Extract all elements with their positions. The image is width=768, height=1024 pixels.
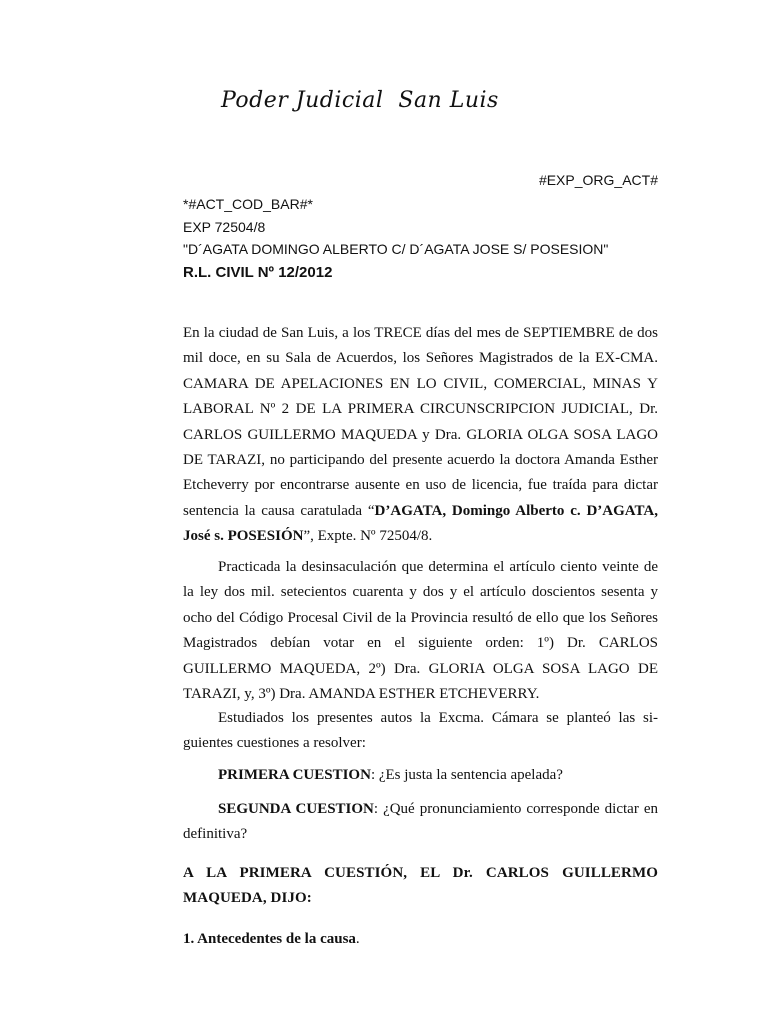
second-question-text: : ¿Qué pronunciamiento corresponde dictar en definitiva? [183, 801, 659, 843]
first-question-text: : ¿Es justa la sentencia apelada? [370, 767, 563, 783]
exp-org-act-code: #EXP_ORG_ACT# [538, 172, 658, 188]
questions-intro-text: Estudiados los presentes autos la Excma. Cámara se planteó las si-guientes cuestiones a resolver: [183, 710, 658, 752]
resolution-number: R.L. CIVIL Nº 12/2012 [183, 264, 333, 281]
opening-text: En la ciudad de San Luis, a los TRECE días del mes de SEPTIEMBRE de dos mil doce, en su Sala de Acuerdos, los Señores Magistrados de la EX-CMA. CAMARA DE APELACIONES EN LO CIVIL, COMERCIAL, MINAS Y LABORAL Nº 2 DE LA PRIMERA CIRCUNSCRIPCION JUDICIAL, Dr. CARLOS GUILLERMO MAQUEDA y Dra. GLORIA OLGA SOSA LAGO DE TARAZI, no participando del presente acuerdo la doctora Amanda Esther Etcheverry por encontrarse ausente en uso de licencia, fue traída para dictar sentencia la causa caratulada “ [183, 325, 658, 519]
draw-paragraph [183, 555, 658, 707]
draw-text: Practicada la desinsaculación que determina el artículo ciento veinte de la ley dos mil. setecientos cuarenta y dos y el artículo doscientos sesenta y ocho del Código Procesal Civil de la Provincia resultó de ello que los Señores Magistrados debían votar en el siguiente orden: 1º) Dr. CARLOS GUILLERMO MAQUEDA, 2º) Dra. GLORIA OLGA SOSA LAGO DE TARAZI, y, 3º) Dra. AMANDA ESTHER ETCHEVERRY. [183, 559, 658, 703]
expediente-number: EXP 72504/8 [183, 218, 266, 235]
section-heading-bold: 1. Antecedentes de la causa [183, 931, 356, 947]
act-cod-bar: *#ACT_COD_BAR#* [183, 196, 313, 212]
first-question-heading [183, 861, 658, 912]
case-caption: "D´AGATA DOMINGO ALBERTO C/ D´AGATA JOSE S/ POSESION" [183, 241, 609, 257]
case-title-bold: D’AGATA, Domingo Alberto c. D’AGATA, José s. POSESIÓN [183, 502, 658, 545]
first-question-heading-text: A LA PRIMERA CUESTIÓN, EL Dr. CARLOS GUILLERMO MAQUEDA, DIJO: [183, 865, 658, 907]
case-meta [183, 193, 608, 261]
second-question [183, 797, 658, 848]
questions-intro-paragraph [183, 706, 658, 757]
second-question-label: SEGUNDA CUESTION [218, 801, 374, 817]
court-letterhead: Poder Judicial San Luis [221, 88, 499, 113]
section-heading-end: . [355, 931, 360, 947]
section-heading [183, 927, 658, 952]
opening-paragraph [183, 321, 658, 550]
first-question-label: PRIMERA CUESTION [218, 767, 371, 783]
first-question [183, 763, 658, 788]
opening-end: ”, Expte. Nº 72504/8. [303, 528, 433, 545]
